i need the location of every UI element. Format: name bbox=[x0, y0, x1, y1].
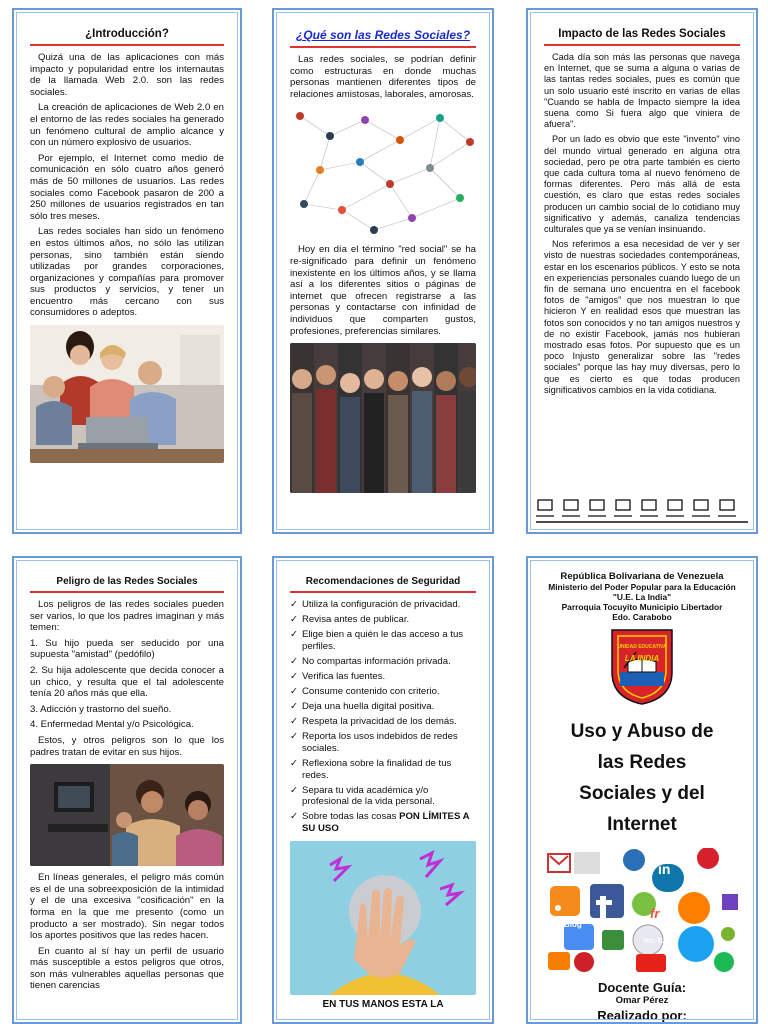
peligro-item: 3. Adicción y trastorno del sueño. bbox=[30, 703, 172, 715]
cover-title-line: Uso y Abuso de bbox=[570, 721, 714, 742]
header-line-1: República Bolivariana de Venezuela bbox=[560, 571, 724, 582]
family-computer-photo bbox=[30, 764, 224, 866]
panel-introduccion bbox=[12, 8, 242, 534]
que-son-title: ¿Qué son las Redes Sociales? bbox=[290, 28, 476, 48]
recomendacion-item: ✓ Respeta la privacidad de los demás. bbox=[290, 716, 476, 728]
social-icons-collage bbox=[544, 848, 740, 974]
social-label-blog: Blog bbox=[564, 920, 582, 929]
intro-paragraph: La creación de aplicaciones de Web 2.0 en el entorno de las redes sociales ha generado un fenómeno cultural de amplio alcance y con un número explosivo de usuarios. bbox=[30, 102, 224, 149]
social-label-in: in bbox=[658, 861, 671, 877]
peligro-paragraph: En líneas generales, el peligro más común es el de una sobreexposición de la intimidad y el de una excesiva "cosificación" en la forma en la que me presento (como un producto a ser mostrado). Sin negar todos los aportes positivos que las redes hacen. bbox=[30, 872, 224, 942]
impacto-paragraph: Nos referimos a esa necesidad de ver y ser visto de nuestras sociedades contemporáneas, estar en los escenarios públicos. Y esto se nota en experiencias personales cuando luego de un fin de semana uno encuentra en el facebook fotos de "amigos" que nos muestran lo que hicieron Y en realidad esos que muestran las fotos son conocidos y no tan amigos nuestros y de no existir Facebook, jamás nos hubieran mostrado esas fotos. Por supuesto que es un poco Injusto generalizar sobre las "redes sociales" porque las hay muy diversas, pero lo que es cierto es que todas producen significativos cambios en la vida cotidiana. bbox=[544, 239, 740, 395]
peligro-text bbox=[30, 599, 224, 758]
recomendaciones-list bbox=[290, 599, 476, 835]
intro-paragraph: Por ejemplo, el Internet como medio de comunicación en sólo cuatro años generó más de 50 millones de usuarios. Las redes sociales como Facebook pasaron de 200 a 250 millones de usuarios registrados en tan sólo tres meses. bbox=[30, 152, 224, 222]
recomendacion-item: ✓ Verifica las fuentes. bbox=[290, 671, 476, 683]
header-line-2: Ministerio del Poder Popular para la Educación bbox=[548, 582, 736, 592]
recomendacion-item: ✓ No compartas información privada. bbox=[290, 656, 476, 668]
peligro-title: Peligro de las Redes Sociales bbox=[30, 576, 224, 593]
family-laptop-photo bbox=[30, 325, 224, 463]
cover-title bbox=[544, 716, 740, 840]
realizado-label: Realizado por: bbox=[597, 1008, 687, 1023]
recomendacion-item: ✓ Utiliza la configuración de privacidad. bbox=[290, 599, 476, 611]
recomendaciones-footer: EN TUS MANOS ESTA LA bbox=[322, 998, 444, 1010]
header-line-5: Edo. Carabobo bbox=[612, 612, 672, 622]
que-son-text-1 bbox=[290, 54, 476, 100]
peligro-intro: Los peligros de las redes sociales pueden ser varios, lo que los padres imaginan y más temen: bbox=[30, 599, 224, 634]
header-line-4: Parroquia Tocuyito Municipio Libertador bbox=[561, 602, 723, 612]
impacto-text bbox=[544, 52, 740, 396]
social-label-fr: fr bbox=[650, 906, 660, 921]
recomendacion-item: ✓ Separa tu vida académica y/o profesional de la vida personal. bbox=[290, 785, 476, 808]
recomendacion-item: ✓ Consume contenido con criterio. bbox=[290, 686, 476, 698]
cover-title-line: Internet bbox=[607, 814, 677, 835]
que-son-paragraph: Las redes sociales, se podrían definir como estructuras en donde muchas personas mantienen diferentes tipos de relaciones amistosas, laborales, amorosas. bbox=[290, 54, 476, 100]
recomendaciones-title: Recomendaciones de Seguridad bbox=[290, 576, 476, 593]
que-son-paragraph: Hoy en día el término "red social" se ha re-significado para definir un fenómeno inexistente en los últimos años, y se llama así a los diferentes sitios o páginas de internet que ofrecen registrarse a las personas y contactarse con infinidad de individuos que comparten gustos, profesiones, preferencias similares. bbox=[290, 244, 476, 337]
peligro-after-list: Estos, y otros peligros son lo que los padres tratan de evitar en sus hijos. bbox=[30, 734, 224, 758]
cover-title-line: Sociales y del bbox=[579, 783, 705, 804]
peligro-item: 2. Su hija adolescente que decida conocer a un chico, y resulta que el tal adolescente tenía 20 años más que ella. bbox=[30, 664, 224, 700]
impacto-title: Impacto de las Redes Sociales bbox=[544, 28, 740, 46]
docente-name: Omar Pérez bbox=[615, 995, 669, 1006]
recomendacion-last-prefix: Sobre todas las cosas bbox=[302, 811, 400, 823]
peligro-paragraph: En cuanto al sí hay un perfil de usuario más susceptible a estos peligros que otros, son más vulnerables aquellas personas que tienen carencias bbox=[30, 945, 224, 992]
recomendacion-item: ✓ Elige bien a quién le das acceso a tus perfiles. bbox=[290, 629, 476, 652]
social-label-youtube: You Tube bbox=[642, 938, 674, 945]
logo-top-text: UNIDAD EDUCATIVA bbox=[617, 644, 667, 650]
impacto-paragraph: Cada día son más las personas que navega en Internet, que se suma a alguna o varias de las tantas redes sociales, pues es común que un solo usuario esté inscrito en varias de ellas "Cuando se habla de Impacto siempre la idea suena como Si fuera algo que viniera de afuera". bbox=[544, 52, 740, 130]
docente-label: Docente Guía: bbox=[597, 980, 687, 995]
intro-paragraph: Quizá una de las aplicaciones con más impacto y popularidad entre los internautas de la llamada Web 2.0. son las redes sociales. bbox=[30, 52, 224, 98]
recomendacion-item: ✓ Reporta los usos indebidos de redes sociales. bbox=[290, 731, 476, 754]
school-logo bbox=[610, 628, 674, 706]
header-line-3: "U.E. La India" bbox=[612, 592, 672, 602]
recomendacion-item: ✓ Revisa antes de publicar. bbox=[290, 614, 476, 626]
panel-portada bbox=[526, 556, 758, 1024]
intro-text bbox=[30, 52, 224, 319]
panel-peligro bbox=[12, 556, 242, 1024]
recomendacion-last-bold: PON LÍMITES A SU USO bbox=[302, 811, 470, 834]
people-phones-photo bbox=[290, 343, 476, 493]
impacto-paragraph: Por un lado es obvio que este "invento" vino del mundo virtual generado en alguna otra sociedad, pero pe otra parte también es cierto que cada cultura toma al nuevo fenómeno de formas diferentes. Pero más allá de esta cuestión, es claro que estas redes sociales producen un cambio social de lo cotidiano muy significativo y además, canaliza tendencias culturales que ya se venían insinuando. bbox=[544, 134, 740, 235]
institution-header bbox=[544, 572, 740, 622]
hands-stop-photo bbox=[290, 841, 476, 995]
panel-recomendaciones bbox=[272, 556, 494, 1024]
cover-title-line: las Redes bbox=[597, 752, 687, 773]
panel-impacto bbox=[526, 8, 758, 534]
peligro-text-2 bbox=[30, 872, 224, 992]
intro-title: ¿Introducción? bbox=[30, 28, 224, 46]
que-son-text-2 bbox=[290, 244, 476, 337]
peligro-item: 4. Enfermedad Mental y/o Psicológica. bbox=[30, 719, 194, 731]
social-network-graph-image bbox=[290, 106, 476, 238]
peligro-item: 1. Su hijo pueda ser seducido por una supuesta "amistad" (pedófilo) bbox=[30, 637, 224, 661]
logo-name-text: LA INDIA bbox=[624, 654, 660, 663]
recomendacion-item-last bbox=[290, 811, 476, 834]
recomendacion-item: ✓ Deja una huella digital positiva. bbox=[290, 701, 476, 713]
intro-paragraph: Las redes sociales han sido un fenómeno en estos últimos años, no sólo las utilizan personas, sino también están siendo utilizadas por grandes corporaciones, organizaciones y compañías para promover sus productos y servicios, y tener un encuentro más cercano con sus consumidores o adeptos. bbox=[30, 226, 224, 319]
panel-que-son bbox=[272, 8, 494, 534]
people-computers-strip bbox=[536, 496, 748, 524]
recomendacion-item: ✓ Reflexiona sobre la finalidad de tus redes. bbox=[290, 758, 476, 781]
